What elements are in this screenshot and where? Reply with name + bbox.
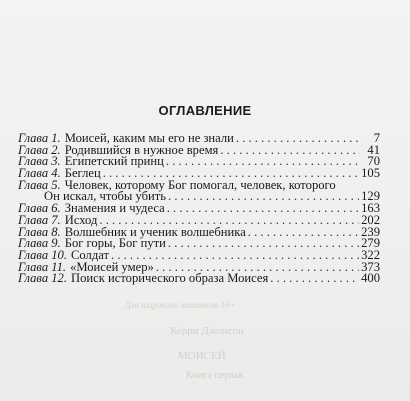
dot-leader <box>168 238 359 250</box>
bleed-through-text: Для широкого читателя 16+ <box>125 300 236 310</box>
bleed-through-text: Книга первая <box>186 370 243 381</box>
page-number: 322 <box>361 247 380 262</box>
chapter-label: Глава 9. <box>18 236 61 251</box>
page-number: 70 <box>367 154 380 169</box>
dot-leader <box>166 156 360 168</box>
table-of-contents <box>18 133 380 285</box>
toc-entry-12 <box>18 273 380 285</box>
chapter-label: Глава 3. <box>18 154 61 169</box>
chapter-title: Человек, которому Бог помогал, человек, которого <box>64 177 336 192</box>
chapter-title-continued: Он искал, чтобы убить <box>44 189 167 204</box>
chapter-title: Родившийся в нужное время <box>64 142 219 157</box>
chapter-title: Знамения и чудеса <box>64 201 165 216</box>
chapter-label: Глава 8. <box>18 224 61 239</box>
dot-leader <box>236 133 360 145</box>
dot-leader <box>220 145 360 157</box>
chapter-label: Глава 11. <box>18 259 67 274</box>
page-number: 400 <box>361 271 380 286</box>
bleed-through-text: Керри Джонсон <box>170 325 244 337</box>
page-number: 7 <box>373 131 380 145</box>
dot-leader <box>168 191 359 203</box>
page-number: 279 <box>361 236 380 251</box>
dot-leader <box>167 203 359 215</box>
chapter-label: Глава 2. <box>18 142 61 157</box>
chapter-title: Волшебник и ученик волшебника <box>64 224 246 239</box>
page-number: 373 <box>361 259 380 274</box>
chapter-title: Исход <box>64 212 98 227</box>
bleed-through-text: МОИСЕЙ <box>178 350 226 362</box>
page-number: 129 <box>361 189 380 204</box>
page-number: 41 <box>367 142 380 157</box>
chapter-title: Бог горы, Бог пути <box>64 236 166 251</box>
dot-leader <box>270 273 359 285</box>
chapter-title: Солдат <box>71 247 110 262</box>
chapter-label: Глава 7. <box>18 212 61 227</box>
chapter-title: Беглец <box>64 166 101 181</box>
chapter-title: Моисей, каким мы его не знали <box>64 131 234 145</box>
chapter-label: Глава 5. <box>18 177 61 192</box>
toc-heading: ОГЛАВЛЕНИЕ <box>158 103 252 118</box>
dot-leader <box>248 227 359 239</box>
chapter-label: Глава 4. <box>18 166 61 181</box>
chapter-title: Поиск исторического образа Моисея <box>71 271 269 286</box>
page-number: 105 <box>361 166 380 181</box>
page-number: 163 <box>361 201 380 216</box>
chapter-title: Египетский принц <box>64 154 164 169</box>
chapter-label: Глава 12. <box>18 271 68 286</box>
chapter-label: Глава 6. <box>18 201 61 216</box>
page-number: 239 <box>361 224 380 239</box>
chapter-label: Глава 10. <box>18 247 68 262</box>
chapter-title: «Моисей умер» <box>70 259 154 274</box>
page-number: 202 <box>361 212 380 227</box>
chapter-label: Глава 1. <box>18 131 61 145</box>
